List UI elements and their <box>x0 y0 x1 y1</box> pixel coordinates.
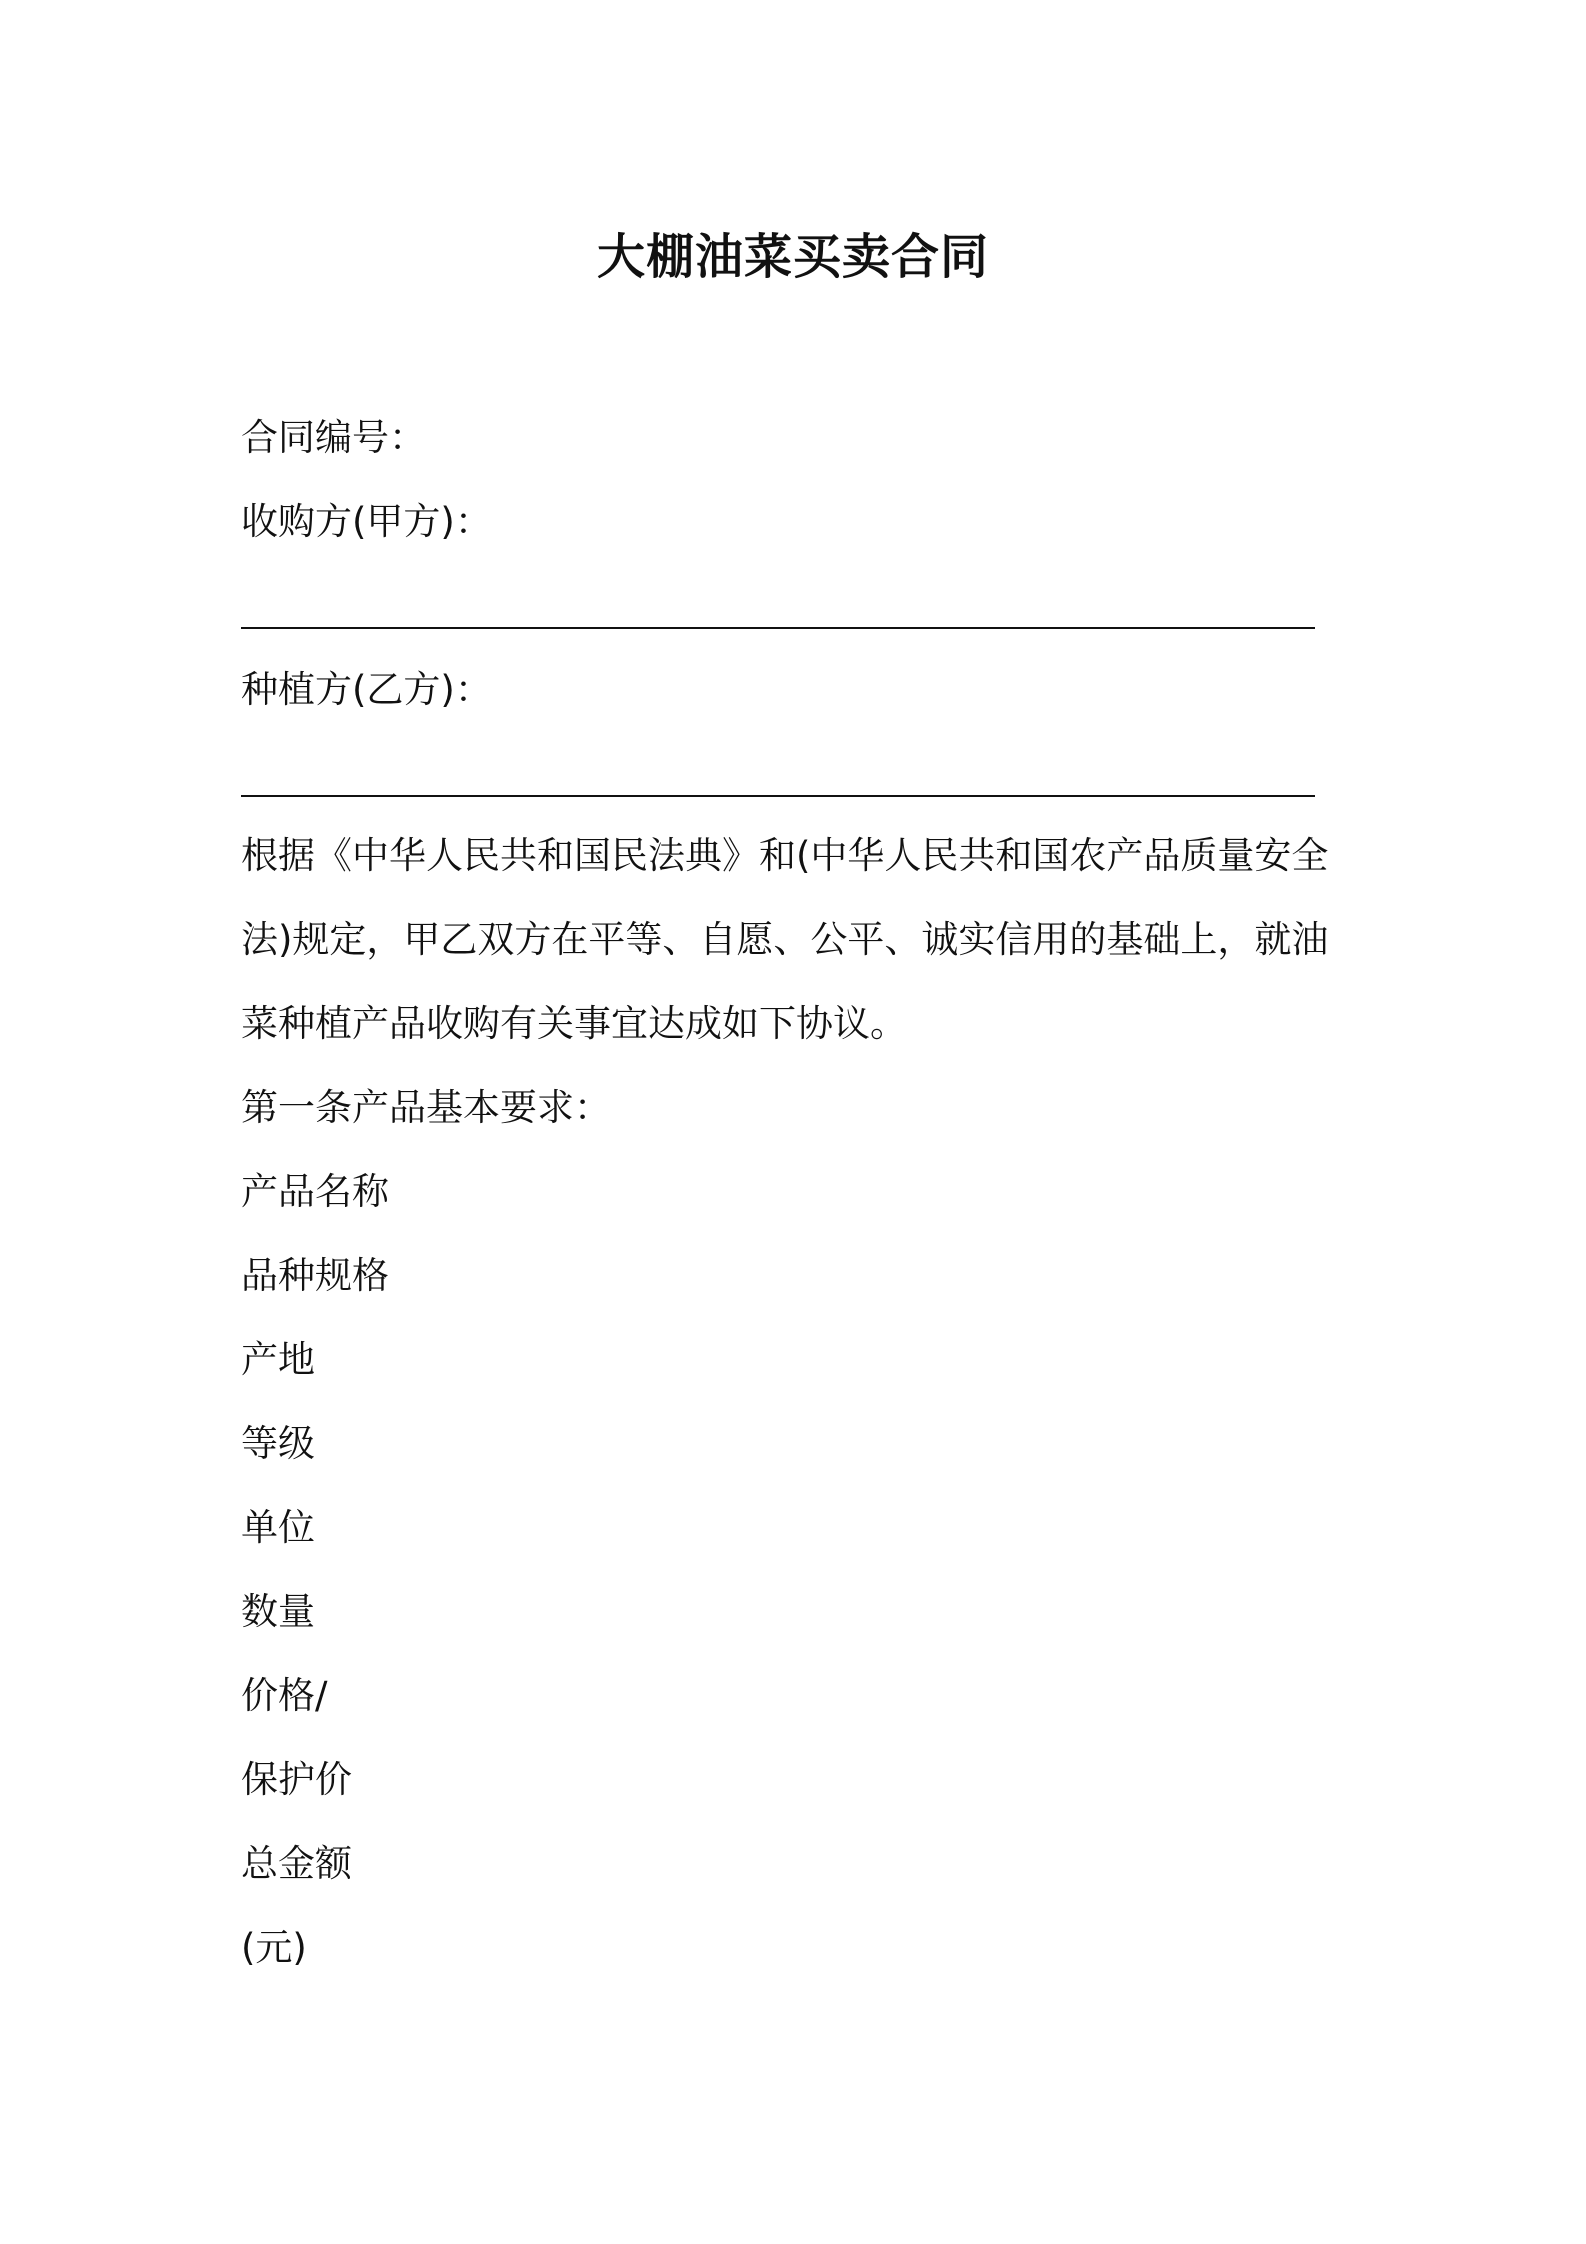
buyer-label: 收购方(甲方)： <box>241 500 492 543</box>
document-title: 大棚油菜买卖合同 <box>596 229 989 285</box>
intro-line-1: 根据《中华人民共和国民法典》和(中华人民共和国农产品质量安全 <box>241 834 1329 877</box>
field-variety-spec: 品种规格 <box>241 1254 389 1297</box>
field-total-amount: 总金额 <box>241 1842 352 1885</box>
field-unit: 单位 <box>241 1506 315 1549</box>
article-1-heading: 第一条产品基本要求： <box>241 1086 611 1129</box>
buyer-blank-line <box>241 627 1315 629</box>
seller-label: 种植方(乙方)： <box>241 668 492 711</box>
field-quantity: 数量 <box>241 1590 315 1633</box>
field-origin: 产地 <box>241 1338 315 1381</box>
field-price: 价格/ <box>241 1674 328 1717</box>
field-currency-yuan: (元) <box>241 1926 307 1969</box>
seller-blank-line <box>241 795 1315 797</box>
field-grade: 等级 <box>241 1422 315 1465</box>
field-product-name: 产品名称 <box>241 1170 389 1213</box>
intro-line-3: 菜种植产品收购有关事宜达成如下协议。 <box>241 1002 907 1045</box>
contract-number-label: 合同编号： <box>241 416 426 459</box>
field-protection-price: 保护价 <box>241 1758 352 1801</box>
intro-line-2: 法)规定，甲乙双方在平等、自愿、公平、诚实信用的基础上，就油 <box>241 918 1329 961</box>
